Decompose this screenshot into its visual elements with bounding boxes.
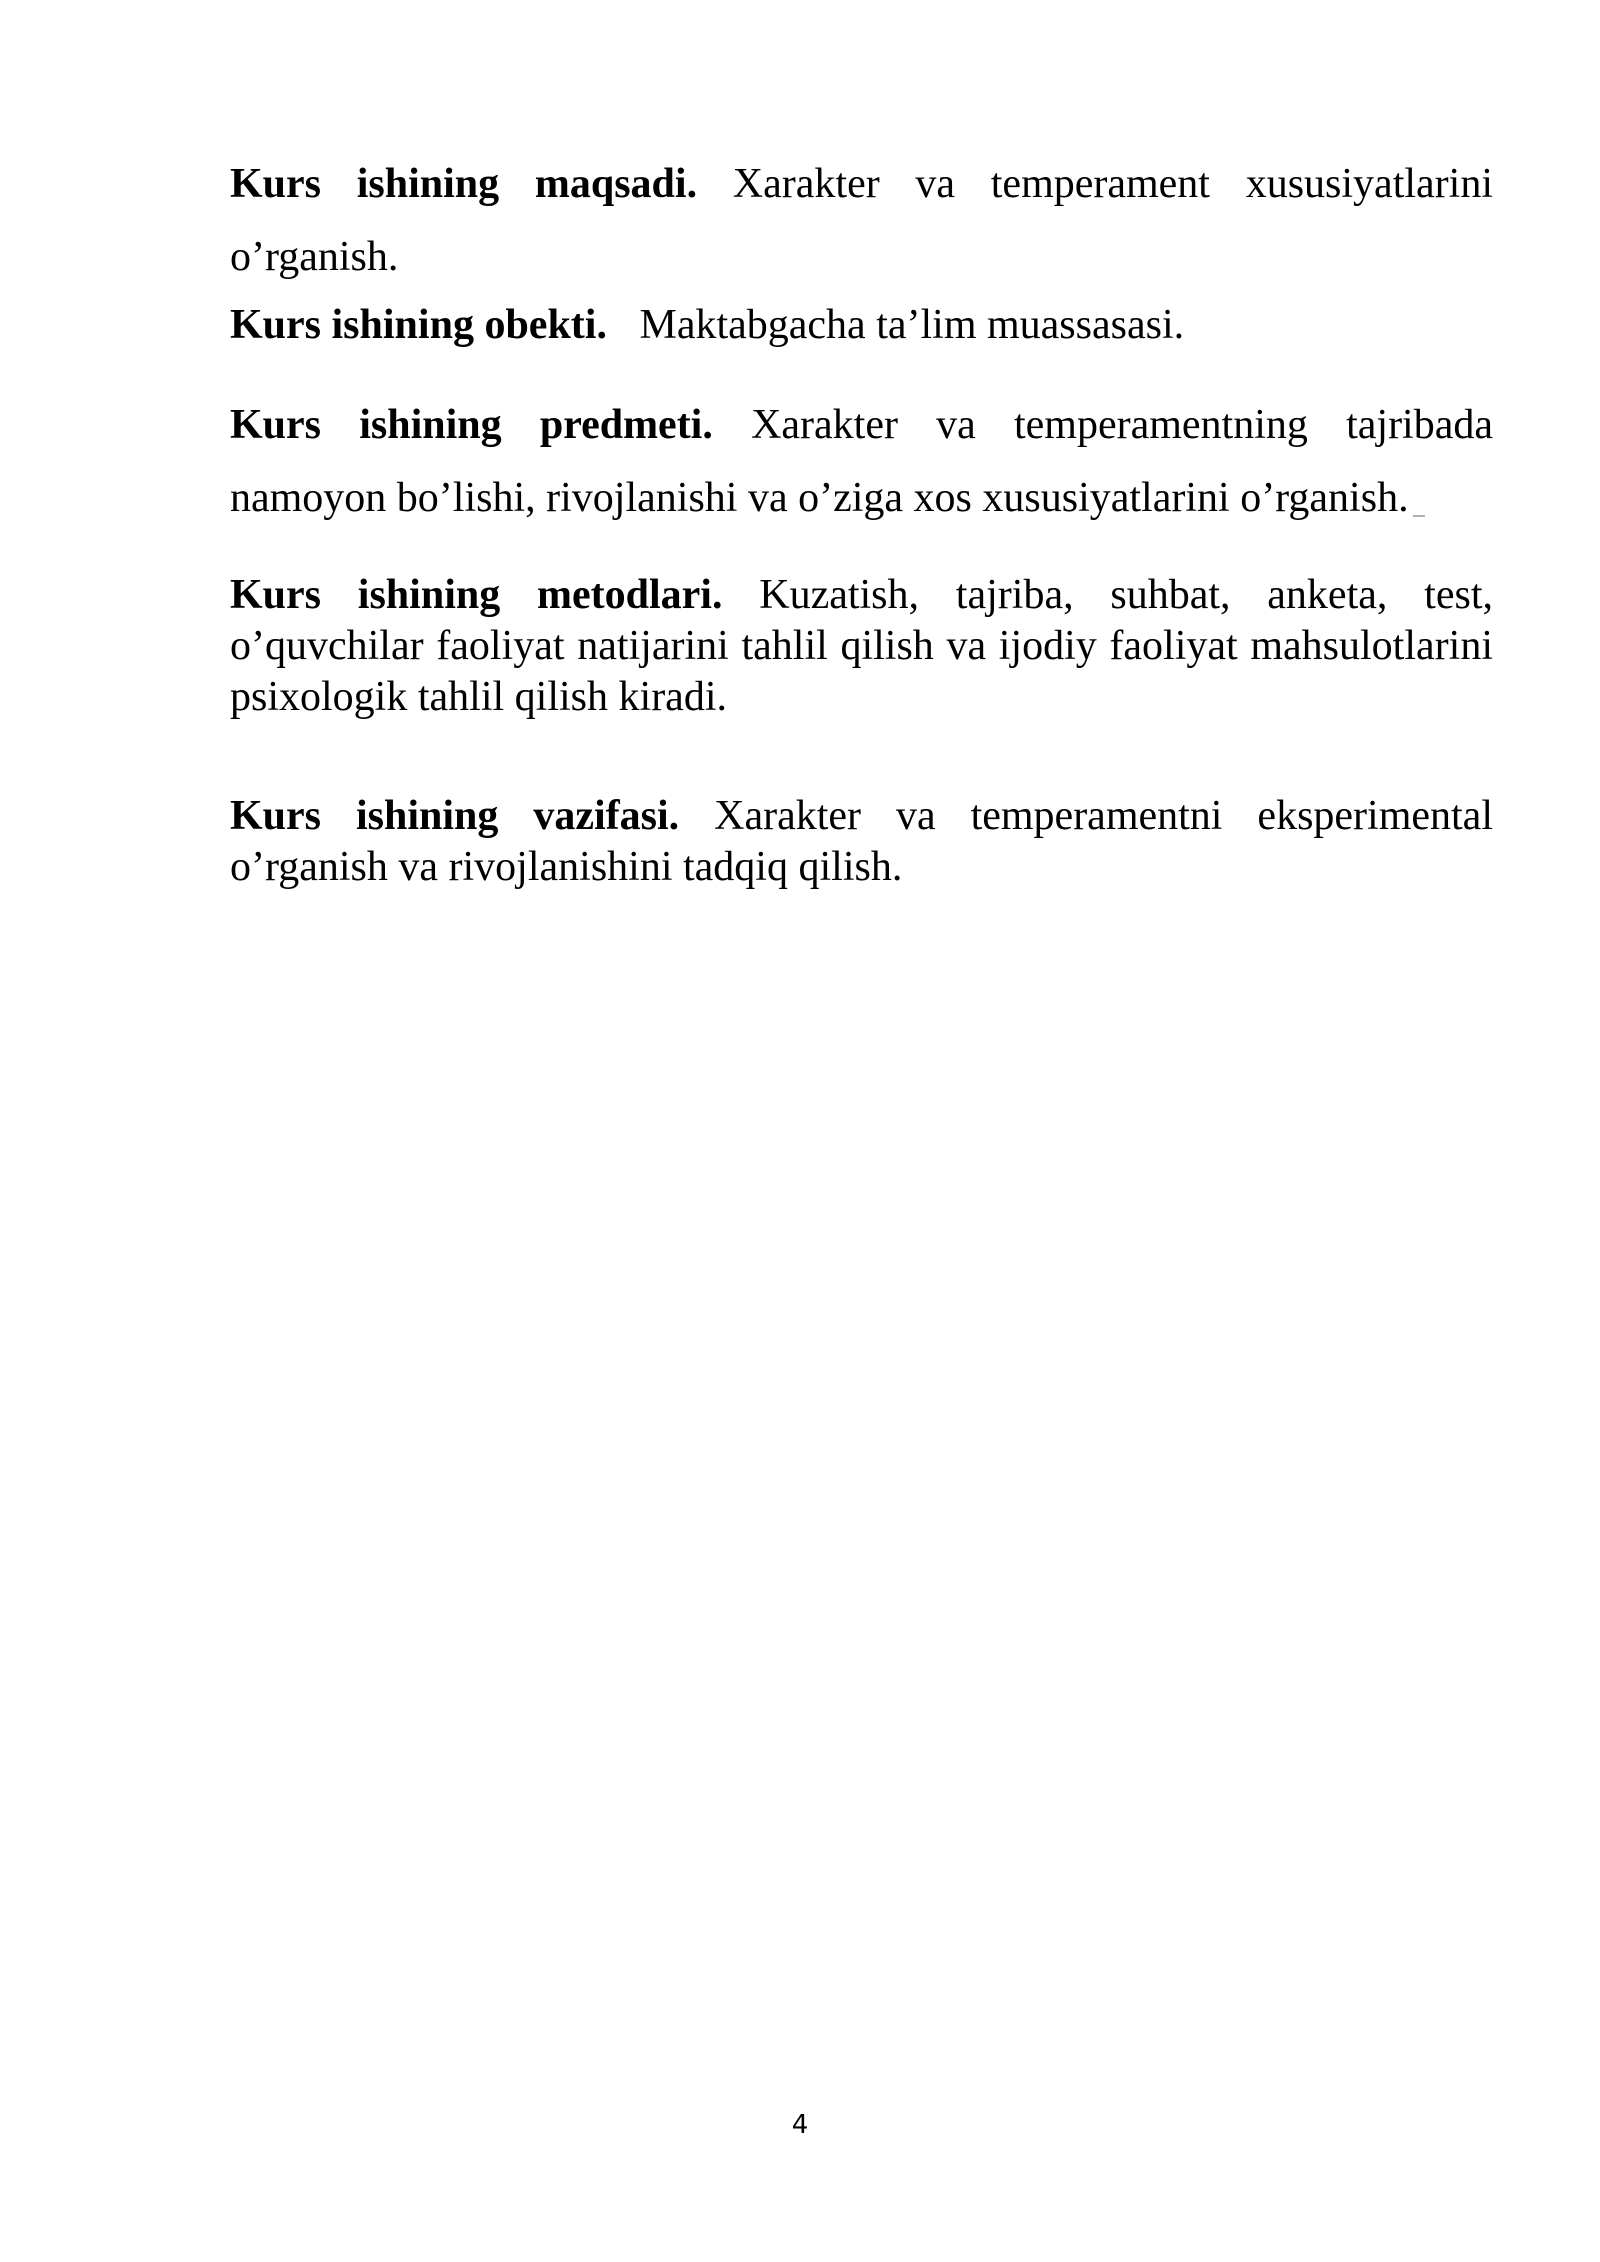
- page-number: 4: [791, 2110, 809, 2140]
- paragraph-label: Kurs ishining predmeti.: [230, 402, 713, 448]
- paragraph-text: Maktabgacha ta’lim muassasasi.: [639, 302, 1185, 348]
- paragraph-text: Xarakter va temperament xususiyatlarini o’rganish.: [230, 161, 1493, 280]
- paragraph-text: Kuzatish, tajriba, suhbat, anketa, test, o’quvchilar faoliyat natijarini tahlil qilish va ijodiy faoliyat mahsulotlarini psixologik tahlil qilish kiradi.: [230, 572, 1493, 720]
- paragraph-vazifasi: [230, 791, 1493, 893]
- paragraph-text: Xarakter va temperamentning tajribada namoyon bo’lishi, rivojlanishi va o’ziga xos xususiyatlarini o’rganish.: [230, 402, 1494, 521]
- paragraph-label: Kurs ishining maqsadi.: [230, 161, 698, 207]
- paragraph-label: Kurs ishining metodlari.: [230, 572, 723, 618]
- paragraph-metodlari: [230, 570, 1493, 723]
- paragraph-predmeti: [230, 389, 1493, 535]
- paragraph-label: Kurs ishining obekti.: [230, 302, 607, 348]
- paragraph-maqsadi: [230, 148, 1493, 294]
- paragraph-text: Xarakter va temperamentni eksperimental o’rganish va rivojlanishini tadqiq qilish.: [230, 793, 1493, 890]
- text-cursor-mark: [1413, 515, 1425, 517]
- paragraph-obekti: [230, 295, 1493, 355]
- paragraph-label: Kurs ishining vazifasi.: [230, 793, 680, 839]
